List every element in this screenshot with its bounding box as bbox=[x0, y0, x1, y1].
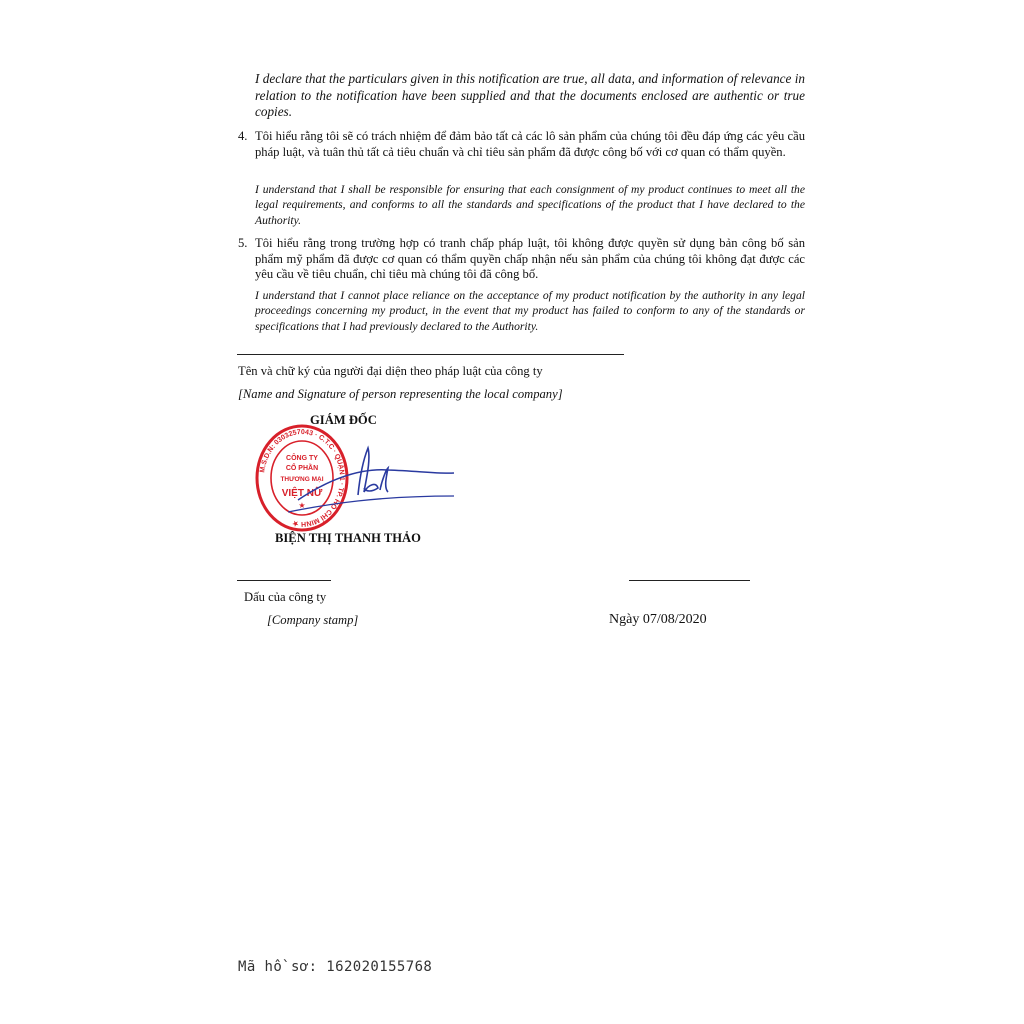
date-text: Ngày 07/08/2020 bbox=[609, 612, 707, 627]
declaration-en: I declare that the particulars given in this notification are true, all data, and information of relevance in relation to the notification have been supplied and that the documents enclosed are authentic or true copies. bbox=[255, 71, 805, 120]
signature-label-vi: Tên và chữ ký của người đại diện theo pháp luật của công ty bbox=[238, 364, 543, 378]
item-text-en: I understand that I cannot place reliance on the acceptance of my product notification by the authority in any legal proceedings concerning my product, in the event that my product has failed to conform to any of the standards or specifications that I had previously declared to the Authority. bbox=[255, 289, 805, 333]
item-number: 5. bbox=[238, 236, 248, 250]
svg-text:M.S.D.N: 0303257043 · C.T.C ·: M.S.D.N: 0303257043 · C.T.C · QUẬN 1 · TP. HỒ CHÍ MINH ★ bbox=[259, 428, 346, 528]
director-title: GIÁM ĐỐC bbox=[310, 413, 377, 427]
item-number: 4. bbox=[238, 129, 248, 143]
svg-text:THƯƠNG MẠI: THƯƠNG MẠI bbox=[280, 476, 324, 483]
signature-line bbox=[237, 354, 624, 355]
signature-scribble bbox=[268, 440, 458, 520]
item-text-en: I understand that I shall be responsible for ensuring that each consignment of my product continues to meet all the legal requirements, and conforms to all the standards and specifications of the product that I have declared to the Authority. bbox=[255, 183, 805, 227]
dossier-code: Mã hồ sơ: 162020155768 bbox=[238, 959, 433, 975]
stamp-label-vi: Dấu của công ty bbox=[244, 590, 327, 604]
signer-name: BIỆN THỊ THANH THẢO bbox=[275, 531, 421, 545]
svg-text:★: ★ bbox=[298, 501, 306, 510]
signature-label-en: [Name and Signature of person representing the local company] bbox=[238, 387, 563, 401]
svg-text:CỔ PHẦN: CỔ PHẦN bbox=[285, 465, 319, 472]
svg-text:CÔNG TY: CÔNG TY bbox=[286, 455, 318, 462]
svg-text:VIỆT NỮ: VIỆT NỮ bbox=[281, 488, 323, 499]
stamp-label-en: [Company stamp] bbox=[267, 613, 359, 627]
item-text-vi: Tôi hiểu rằng trong trường hợp có tranh chấp pháp luật, tôi không được quyền sử dụng bản công bố sản phẩm mỹ phẩm đã được cơ quan có thẩm quyền chấp nhận nếu sản phẩm của chúng tôi không đạt được các yêu cầu về tiêu chuẩn, chỉ tiêu mà chúng tôi đã công bố. bbox=[255, 236, 805, 282]
date-line bbox=[629, 580, 750, 581]
stamp-line bbox=[237, 580, 331, 581]
item-text-vi: Tôi hiểu rằng tôi sẽ có trách nhiệm để đảm bảo tất cả các lô sản phẩm của chúng tôi đều đáp ứng các yêu cầu pháp luật, và tuân thủ tất cả tiêu chuẩn và chỉ tiêu sản phẩm đã được công bố với cơ quan có thẩm quyền. bbox=[255, 129, 805, 159]
